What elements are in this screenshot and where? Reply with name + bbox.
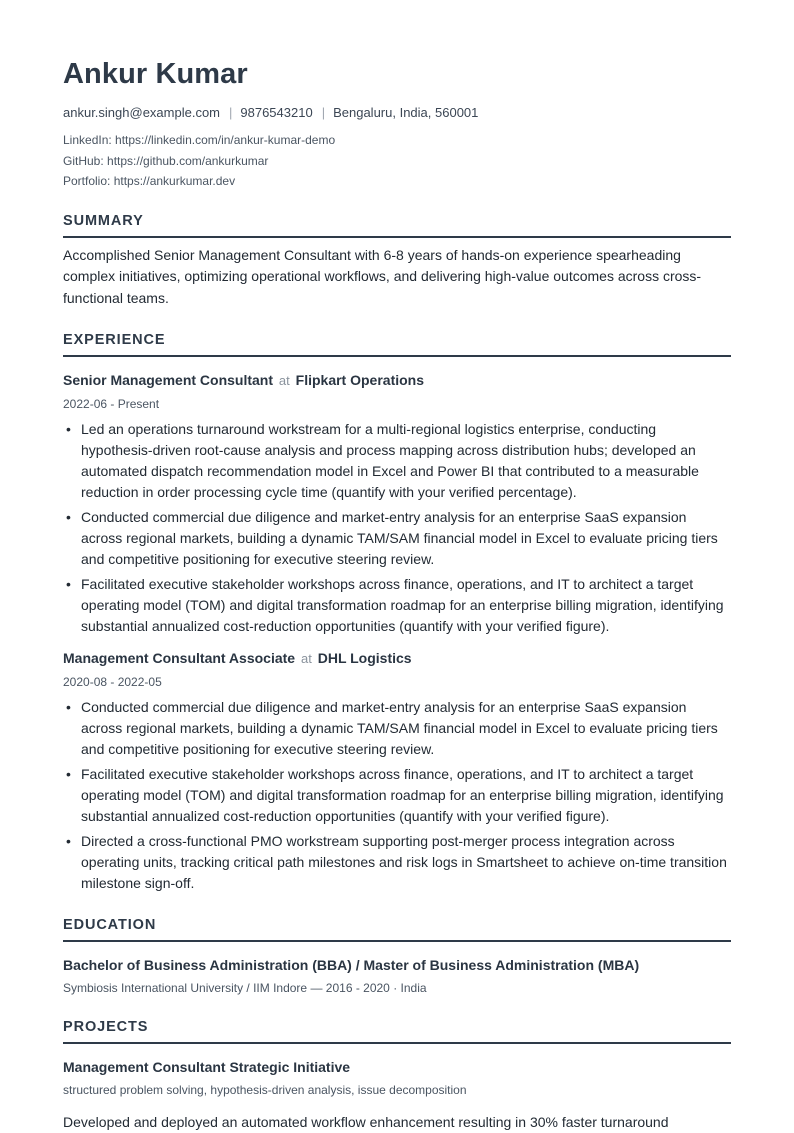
- experience-section: [63, 331, 731, 894]
- bullet-dot-icon: •: [66, 833, 71, 849]
- section-title-summary: SUMMARY: [63, 212, 731, 238]
- bullet-text: Conducted commercial due diligence and market-entry analysis for an enterprise SaaS expansion across regional markets, building a dynamic TAM/SAM financial model in Excel to evaluate pricing tiers and competitive positioning for executive steering review.: [81, 699, 718, 757]
- candidate-name: Ankur Kumar: [63, 58, 248, 90]
- education-dot: ·: [393, 981, 398, 995]
- linkedin-link[interactable]: LinkedIn: https://linkedin.com/in/ankur-kumar-demo: [63, 133, 336, 147]
- contact-separator: |: [321, 105, 326, 120]
- projects-section: [63, 1018, 731, 1133]
- job-company: Flipkart Operations: [295, 372, 425, 388]
- contact-row: [63, 104, 731, 122]
- phone-number: 9876543210: [240, 105, 313, 120]
- education-meta: [63, 980, 731, 996]
- education-degree: Bachelor of Business Administration (BBA) / Master of Business Administration (MBA): [63, 957, 640, 973]
- job-company: DHL Logistics: [317, 650, 412, 666]
- bullet-text: Facilitated executive stakeholder workshops across finance, operations, and IT to architect a target operating model (TOM) and digital transformation roadmap for an enterprise billing migration, identifying substantial annualized cost-reduction opportunities (quantify with your verified figure).: [81, 576, 724, 634]
- email-link[interactable]: ankur.singh@example.com: [63, 105, 220, 120]
- job-bullets: [63, 697, 731, 894]
- job-role: Senior Management Consultant: [63, 372, 274, 388]
- contact-separator: |: [229, 105, 233, 120]
- job-entry: [63, 371, 731, 637]
- project-name: Management Consultant Strategic Initiative: [63, 1059, 351, 1075]
- education-school: Symbiosis International University / IIM Indore: [63, 981, 308, 995]
- education-years: 2016 - 2020: [325, 981, 390, 995]
- resume-page: [63, 56, 731, 1133]
- education-section: [63, 916, 731, 996]
- job-dates: 2020-08 - 2022-05: [63, 675, 162, 689]
- project-description: Developed and deployed an automated workflow enhancement resulting in 30% faster turnaround: [63, 1114, 669, 1130]
- section-title-education: EDUCATION: [63, 916, 731, 942]
- portfolio-link[interactable]: Portfolio: https://ankurkumar.dev: [63, 174, 236, 188]
- bullet-text: Led an operations turnaround workstream for a multi-regional logistics enterprise, conducting hypothesis-driven root-cause analysis and process mapping across distribution hubs; developed an automated dispatch recommendation model in Excel and Power BI that contributed to a measurable reduction in order processing cycle time (quantify with your verified percentage).: [81, 421, 699, 500]
- job-role: Management Consultant Associate: [63, 650, 296, 666]
- bullet-item: [63, 831, 731, 894]
- bullet-item: [63, 507, 731, 570]
- bullet-text: Conducted commercial due diligence and market-entry analysis for an enterprise SaaS expansion across regional markets, building a dynamic TAM/SAM financial model in Excel to evaluate pricing tiers and competitive positioning for executive steering review.: [81, 509, 718, 567]
- location: Bengaluru, India, 560001: [333, 105, 479, 120]
- bullet-item: [63, 419, 731, 503]
- job-dates: 2022-06 - Present: [63, 397, 160, 411]
- summary-section: [63, 212, 731, 310]
- education-country: India: [400, 981, 427, 995]
- profile-links: [63, 130, 731, 192]
- bullet-dot-icon: •: [66, 421, 71, 437]
- education-dash: —: [310, 981, 323, 995]
- github-link[interactable]: GitHub: https://github.com/ankurkumar: [63, 153, 269, 168]
- job-bullets: [63, 419, 731, 637]
- bullet-dot-icon: •: [66, 576, 71, 592]
- section-title-experience: EXPERIENCE: [63, 331, 731, 357]
- job-at-word: at: [278, 373, 290, 388]
- bullet-text: Directed a cross-functional PMO workstream supporting post-merger process integration across operating units, tracking critical path milestones and risk logs in Smartsheet to achieve on-time transition milestone sign-off.: [81, 833, 727, 891]
- bullet-dot-icon: •: [66, 699, 71, 715]
- section-title-projects: PROJECTS: [63, 1018, 731, 1044]
- summary-text: Accomplished Senior Management Consultant with 6-8 years of hands-on experience spearheading complex initiatives, optimizing operational workflows, and delivering high-value outcomes across cross-functional teams.: [63, 246, 702, 306]
- job-entry: [63, 649, 731, 894]
- bullet-item: [63, 574, 731, 637]
- job-heading: [63, 649, 731, 668]
- bullet-text: Facilitated executive stakeholder workshops across finance, operations, and IT to architect a target operating model (TOM) and digital transformation roadmap for an enterprise billing migration, identifying substantial annualized cost-reduction opportunities (quantify with your verified figure).: [81, 766, 724, 824]
- job-at-word: at: [300, 651, 312, 666]
- bullet-dot-icon: •: [66, 509, 71, 525]
- bullet-dot-icon: •: [66, 766, 71, 782]
- bullet-item: [63, 697, 731, 760]
- project-tags: structured problem solving, hypothesis-driven analysis, issue decomposition: [63, 1083, 467, 1097]
- bullet-item: [63, 764, 731, 827]
- job-heading: [63, 371, 731, 390]
